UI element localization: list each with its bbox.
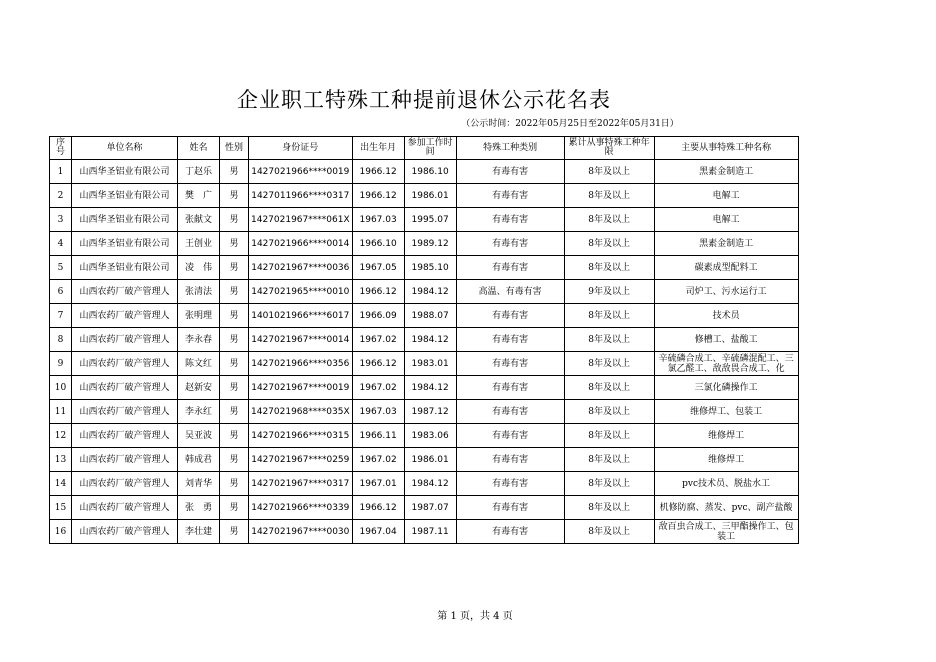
cell-birth: 1966.12 — [352, 280, 404, 304]
page-number: 第 1 页，共 4 页 — [437, 611, 513, 622]
cell-name: 张献文 — [178, 208, 220, 232]
cell-name: 李壮建 — [178, 520, 220, 544]
cell-category: 有毒有害 — [456, 160, 564, 184]
cell-id-number: 1427021967****0036 — [249, 256, 353, 280]
cell-years: 8年及以上 — [564, 496, 654, 520]
cell-index: 1 — [50, 160, 72, 184]
cell-gender: 男 — [220, 184, 249, 208]
cell-birth: 1967.04 — [352, 520, 404, 544]
table-row — [50, 472, 799, 496]
cell-unit: 山西华圣铝业有限公司 — [72, 184, 178, 208]
cell-gender: 男 — [220, 472, 249, 496]
cell-name: 韩成君 — [178, 448, 220, 472]
cell-gender: 男 — [220, 520, 249, 544]
cell-id-number: 1427021965****0010 — [249, 280, 353, 304]
cell-unit: 山西农药厂破产管理人 — [72, 424, 178, 448]
cell-category: 有毒有害 — [456, 376, 564, 400]
cell-unit: 山西农药厂破产管理人 — [72, 376, 178, 400]
cell-id-number: 1427021966****0339 — [249, 496, 353, 520]
cell-birth: 1967.02 — [352, 448, 404, 472]
cell-name: 王创业 — [178, 232, 220, 256]
cell-work-start: 1988.07 — [404, 304, 456, 328]
cell-unit: 山西农药厂破产管理人 — [72, 520, 178, 544]
cell-index: 2 — [50, 184, 72, 208]
cell-unit: 山西农药厂破产管理人 — [72, 352, 178, 376]
page-title: 企业职工特殊工种提前退休公示花名表 — [237, 88, 611, 112]
cell-id-number: 1427021968****035X — [249, 400, 353, 424]
cell-name: 赵新安 — [178, 376, 220, 400]
table-row — [50, 328, 799, 352]
cell-index: 8 — [50, 328, 72, 352]
cell-years: 8年及以上 — [564, 256, 654, 280]
cell-years: 8年及以上 — [564, 376, 654, 400]
cell-gender: 男 — [220, 496, 249, 520]
header-id-number: 身份证号 — [249, 137, 353, 160]
cell-category: 有毒有害 — [456, 352, 564, 376]
cell-years: 8年及以上 — [564, 208, 654, 232]
cell-index: 13 — [50, 448, 72, 472]
table-row — [50, 376, 799, 400]
cell-job-name: 碳素成型配料工 — [654, 256, 798, 280]
cell-birth: 1967.02 — [352, 376, 404, 400]
cell-gender: 男 — [220, 280, 249, 304]
header-unit: 单位名称 — [72, 137, 178, 160]
cell-unit: 山西华圣铝业有限公司 — [72, 208, 178, 232]
cell-birth: 1966.12 — [352, 184, 404, 208]
header-job-name: 主要从事特殊工种名称 — [654, 137, 798, 160]
cell-years: 8年及以上 — [564, 400, 654, 424]
cell-years: 8年及以上 — [564, 184, 654, 208]
table-row — [50, 184, 799, 208]
cell-gender: 男 — [220, 448, 249, 472]
cell-category: 有毒有害 — [456, 424, 564, 448]
cell-work-start: 1995.07 — [404, 208, 456, 232]
cell-gender: 男 — [220, 232, 249, 256]
cell-work-start: 1986.01 — [404, 448, 456, 472]
cell-work-start: 1983.01 — [404, 352, 456, 376]
cell-gender: 男 — [220, 304, 249, 328]
table-row — [50, 208, 799, 232]
table-body — [50, 160, 799, 544]
cell-years: 8年及以上 — [564, 472, 654, 496]
cell-birth: 1967.01 — [352, 472, 404, 496]
cell-work-start: 1987.11 — [404, 520, 456, 544]
cell-work-start: 1985.10 — [404, 256, 456, 280]
cell-job-name: 维修焊工 — [654, 448, 798, 472]
cell-index: 9 — [50, 352, 72, 376]
header-name: 姓名 — [178, 137, 220, 160]
cell-birth: 1966.12 — [352, 352, 404, 376]
cell-id-number: 1427021966****0356 — [249, 352, 353, 376]
table-row — [50, 160, 799, 184]
cell-id-number: 1427021967****061X — [249, 208, 353, 232]
cell-gender: 男 — [220, 424, 249, 448]
cell-work-start: 1987.12 — [404, 400, 456, 424]
cell-id-number: 1427021966****0014 — [249, 232, 353, 256]
cell-unit: 山西农药厂破产管理人 — [72, 328, 178, 352]
cell-job-name: 司炉工、污水运行工 — [654, 280, 798, 304]
header-gender: 性别 — [220, 137, 249, 160]
cell-work-start: 1986.01 — [404, 184, 456, 208]
cell-name: 凌 伟 — [178, 256, 220, 280]
cell-job-name: pvc技术员、脱盐水工 — [654, 472, 798, 496]
cell-category: 有毒有害 — [456, 520, 564, 544]
cell-category: 有毒有害 — [456, 328, 564, 352]
cell-years: 8年及以上 — [564, 328, 654, 352]
cell-job-name: 修槽工、盐酸工 — [654, 328, 798, 352]
cell-category: 有毒有害 — [456, 208, 564, 232]
cell-id-number: 1427021967****0259 — [249, 448, 353, 472]
table-row — [50, 520, 799, 544]
cell-gender: 男 — [220, 352, 249, 376]
cell-id-number: 1427021966****0019 — [249, 160, 353, 184]
cell-id-number: 1427021966****0315 — [249, 424, 353, 448]
cell-gender: 男 — [220, 256, 249, 280]
cell-gender: 男 — [220, 328, 249, 352]
cell-work-start: 1984.12 — [404, 472, 456, 496]
cell-job-name: 维修焊工、包装工 — [654, 400, 798, 424]
cell-id-number: 1427021967****0317 — [249, 472, 353, 496]
cell-index: 3 — [50, 208, 72, 232]
cell-unit: 山西农药厂破产管理人 — [72, 448, 178, 472]
cell-years: 8年及以上 — [564, 352, 654, 376]
cell-name: 张 勇 — [178, 496, 220, 520]
cell-birth: 1966.10 — [352, 232, 404, 256]
cell-name: 陈文红 — [178, 352, 220, 376]
cell-unit: 山西农药厂破产管理人 — [72, 304, 178, 328]
cell-id-number: 1427011966****0317 — [249, 184, 353, 208]
publication-period: （公示时间：2022年05月25日至2022年05月31日） — [461, 119, 679, 129]
cell-name: 丁赵乐 — [178, 160, 220, 184]
cell-years: 8年及以上 — [564, 448, 654, 472]
cell-index: 5 — [50, 256, 72, 280]
cell-category: 有毒有害 — [456, 400, 564, 424]
cell-gender: 男 — [220, 208, 249, 232]
cell-unit: 山西华圣铝业有限公司 — [72, 232, 178, 256]
table-row — [50, 352, 799, 376]
table-row — [50, 424, 799, 448]
table-header-row — [50, 137, 799, 160]
header-category: 特殊工种类别 — [456, 137, 564, 160]
header-birth: 出生年月 — [352, 137, 404, 160]
cell-birth: 1967.03 — [352, 208, 404, 232]
cell-category: 有毒有害 — [456, 184, 564, 208]
table-row — [50, 448, 799, 472]
cell-job-name: 三氯化磷操作工 — [654, 376, 798, 400]
cell-category: 有毒有害 — [456, 496, 564, 520]
header-work-start: 参加工作时间 — [404, 137, 456, 160]
roster-table — [49, 136, 799, 544]
table-row — [50, 400, 799, 424]
table-row — [50, 256, 799, 280]
cell-name: 李永红 — [178, 400, 220, 424]
cell-work-start: 1984.12 — [404, 280, 456, 304]
cell-job-name: 黑素金制造工 — [654, 232, 798, 256]
cell-unit: 山西农药厂破产管理人 — [72, 472, 178, 496]
cell-work-start: 1984.12 — [404, 328, 456, 352]
cell-index: 14 — [50, 472, 72, 496]
cell-job-name: 电解工 — [654, 208, 798, 232]
cell-job-name: 电解工 — [654, 184, 798, 208]
table-row — [50, 280, 799, 304]
cell-birth: 1966.11 — [352, 424, 404, 448]
cell-work-start: 1986.10 — [404, 160, 456, 184]
cell-unit: 山西农药厂破产管理人 — [72, 496, 178, 520]
cell-category: 有毒有害 — [456, 304, 564, 328]
cell-job-name: 维修焊工 — [654, 424, 798, 448]
cell-years: 8年及以上 — [564, 160, 654, 184]
cell-index: 7 — [50, 304, 72, 328]
cell-job-name: 辛硫磷合成工、辛硫磷混配工、三氯乙醛工、敌敌畏合成工、化 — [654, 352, 798, 376]
table-row — [50, 304, 799, 328]
cell-years: 9年及以上 — [564, 280, 654, 304]
cell-work-start: 1987.07 — [404, 496, 456, 520]
cell-name: 吴亚波 — [178, 424, 220, 448]
cell-index: 6 — [50, 280, 72, 304]
cell-id-number: 1427021967****0019 — [249, 376, 353, 400]
cell-job-name: 敌百虫合成工、三甲酯操作工、包装工 — [654, 520, 798, 544]
cell-gender: 男 — [220, 400, 249, 424]
cell-name: 樊 广 — [178, 184, 220, 208]
header-index: 序号 — [50, 137, 72, 160]
cell-gender: 男 — [220, 376, 249, 400]
cell-years: 8年及以上 — [564, 424, 654, 448]
cell-index: 11 — [50, 400, 72, 424]
cell-birth: 1967.03 — [352, 400, 404, 424]
cell-id-number: 1401021966****6017 — [249, 304, 353, 328]
table-row — [50, 232, 799, 256]
cell-category: 有毒有害 — [456, 256, 564, 280]
cell-unit: 山西华圣铝业有限公司 — [72, 160, 178, 184]
cell-birth: 1966.09 — [352, 304, 404, 328]
cell-years: 8年及以上 — [564, 304, 654, 328]
cell-category: 有毒有害 — [456, 232, 564, 256]
cell-name: 刘青华 — [178, 472, 220, 496]
cell-name: 张清法 — [178, 280, 220, 304]
cell-category: 有毒有害 — [456, 448, 564, 472]
cell-category: 高温、有毒有害 — [456, 280, 564, 304]
cell-birth: 1967.02 — [352, 328, 404, 352]
cell-work-start: 1984.12 — [404, 376, 456, 400]
cell-index: 16 — [50, 520, 72, 544]
cell-birth: 1966.12 — [352, 160, 404, 184]
cell-category: 有毒有害 — [456, 472, 564, 496]
cell-job-name: 黑素金制造工 — [654, 160, 798, 184]
cell-gender: 男 — [220, 160, 249, 184]
cell-years: 8年及以上 — [564, 520, 654, 544]
cell-birth: 1966.12 — [352, 496, 404, 520]
cell-index: 15 — [50, 496, 72, 520]
cell-job-name: 机修防腐、蒸发、pvc、副产盐酸 — [654, 496, 798, 520]
cell-id-number: 1427021967****0030 — [249, 520, 353, 544]
cell-unit: 山西华圣铝业有限公司 — [72, 256, 178, 280]
cell-unit: 山西农药厂破产管理人 — [72, 280, 178, 304]
cell-work-start: 1983.06 — [404, 424, 456, 448]
cell-work-start: 1989.12 — [404, 232, 456, 256]
cell-job-name: 技术员 — [654, 304, 798, 328]
table-row — [50, 496, 799, 520]
cell-id-number: 1427021967****0014 — [249, 328, 353, 352]
cell-index: 4 — [50, 232, 72, 256]
header-years: 累计从事特殊工种年限 — [564, 137, 654, 160]
cell-index: 10 — [50, 376, 72, 400]
cell-name: 张明理 — [178, 304, 220, 328]
cell-name: 李永春 — [178, 328, 220, 352]
cell-index: 12 — [50, 424, 72, 448]
cell-years: 8年及以上 — [564, 232, 654, 256]
cell-unit: 山西农药厂破产管理人 — [72, 400, 178, 424]
cell-birth: 1967.05 — [352, 256, 404, 280]
